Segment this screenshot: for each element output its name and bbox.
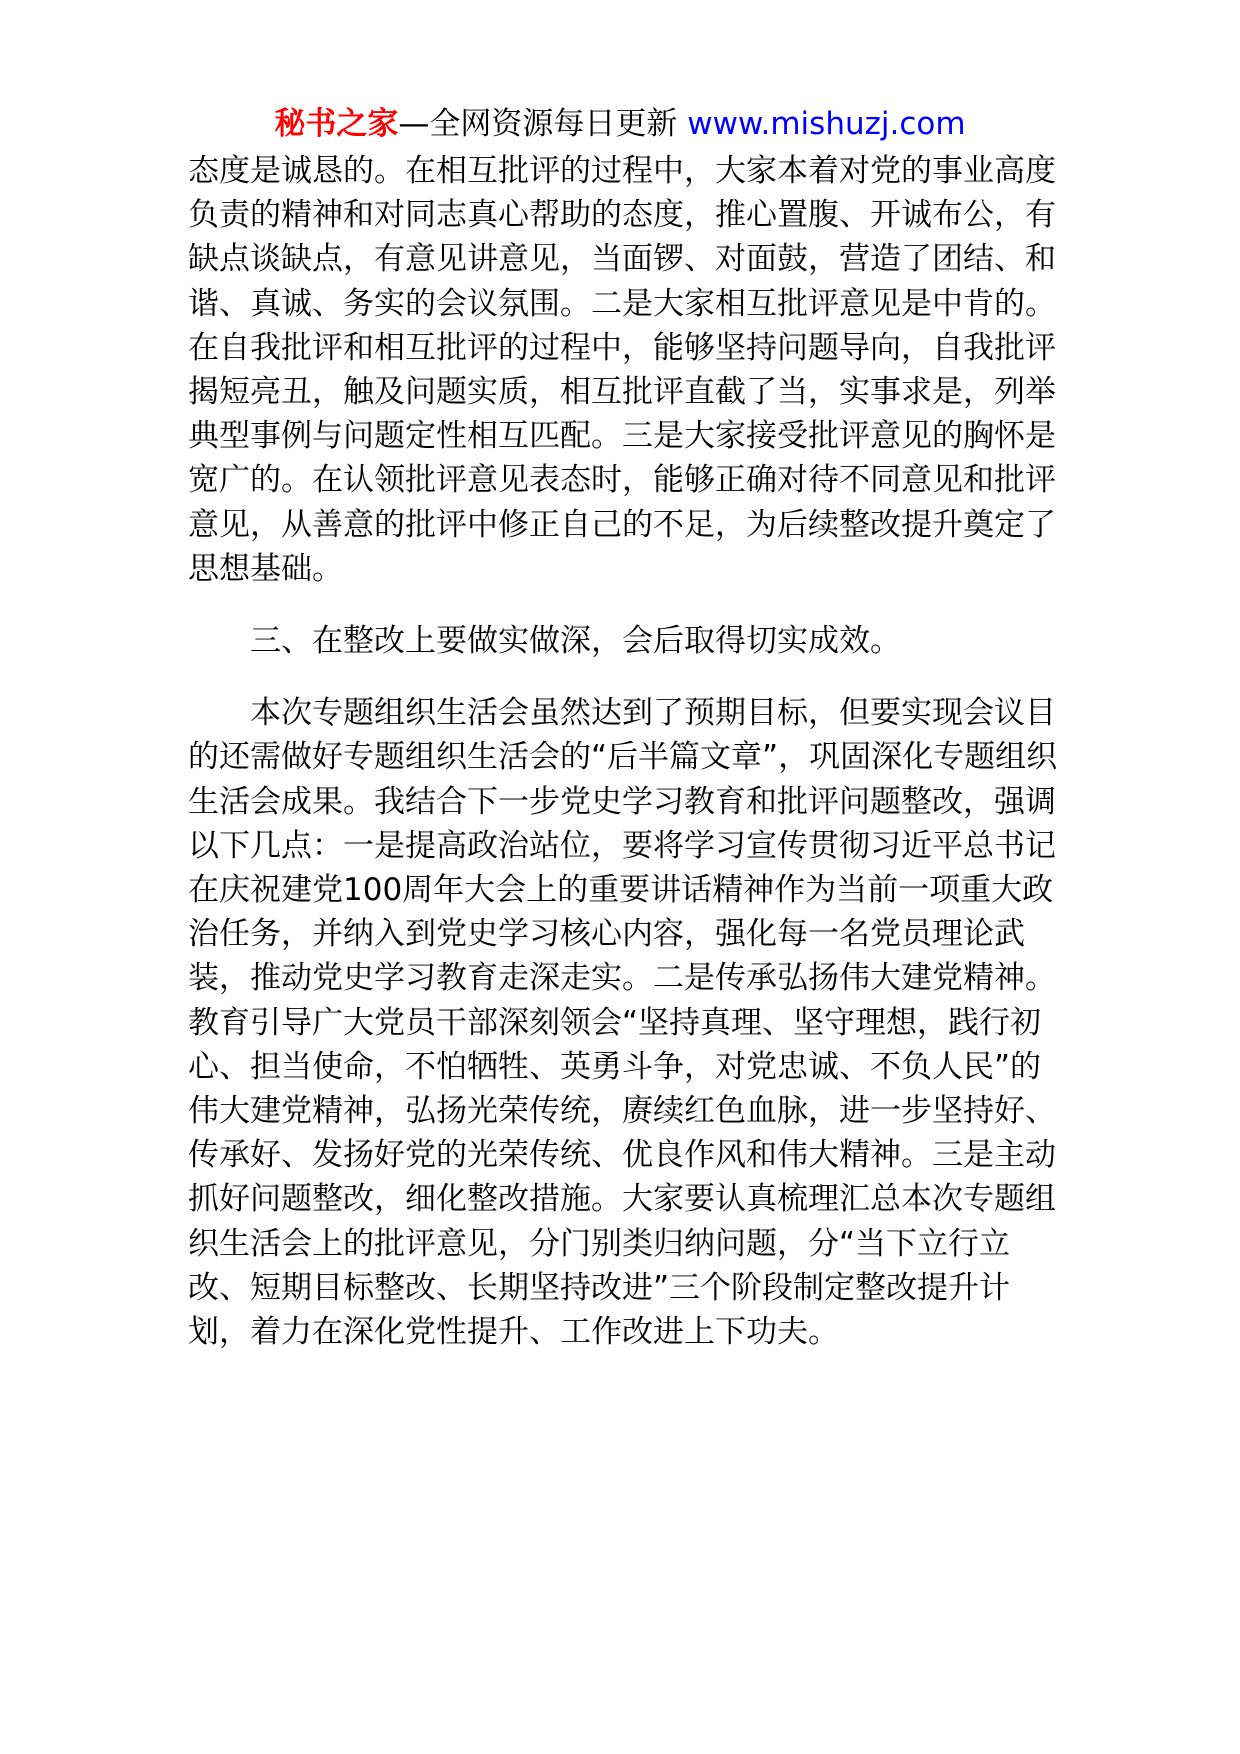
brand-tagline: —全网资源每日更新 <box>398 106 688 142</box>
body-paragraph: 本次专题组织生活会虽然达到了预期目标，但要实现会议目的还需做好专题组织生活会的“后半篇文章”，巩固深化专题组织生活会成果。我结合下一步党史学习教育和批评问题整改，强调以下几点：一是提高政治站位，要将学习宣传贯彻习近平总书记在庆祝建党100周年大会上的重要讲话精神作为当前一项重大政治任务，并纳入到党史学习核心内容，强化每一名党员理论武装，推动党史学习教育走深走实。二是传承弘扬伟大建党精神。教育引导广大党员干部深刻领会“坚持真理、坚守理想，践行初心、担当使命，不怕牺牲、英勇斗争，对党忠诚、不负人民”的伟大建党精神，弘扬光荣传统，赓续红色血脉，进一步坚持好、传承好、发扬好党的光荣传统、优良作风和伟大精神。三是主动抓好问题整改，细化整改措施。大家要认真梳理汇总本次专题组织生活会上的批评意见，分门别类归纳问题，分“当下立行立改、短期目标整改、长期坚持改进”三个阶段制定整改提升计划，着力在深化党性提升、工作改进上下功夫。 <box>188 695 1058 1351</box>
brand-name: 秘书之家 <box>274 106 399 142</box>
website-url[interactable]: www.mishuzj.com <box>687 106 966 142</box>
document-body <box>188 149 1058 1354</box>
page-header <box>0 104 1240 144</box>
section-heading: 三、在整改上要做实做深，会后取得切实成效。 <box>250 623 901 660</box>
body-paragraph-continued: 态度是诚恳的。在相互批评的过程中，大家本着对党的事业高度负责的精神和对同志真心帮助的态度，推心置腹、开诚布公，有缺点谈缺点，有意见讲意见，当面锣、对面鼓，营造了团结、和谐、真诚、务实的会议氛围。二是大家相互批评意见是中肯的。在自我批评和相互批评的过程中，能够坚持问题导向，自我批评揭短亮丑，触及问题实质，相互批评直截了当，实事求是，列举典型事例与问题定性相互匹配。三是大家接受批评意见的胸怀是宽广的。在认领批评意见表态时，能够正确对待不同意见和批评意见，从善意的批评中修正自己的不足，为后续整改提升奠定了思想基础。 <box>188 153 1056 587</box>
